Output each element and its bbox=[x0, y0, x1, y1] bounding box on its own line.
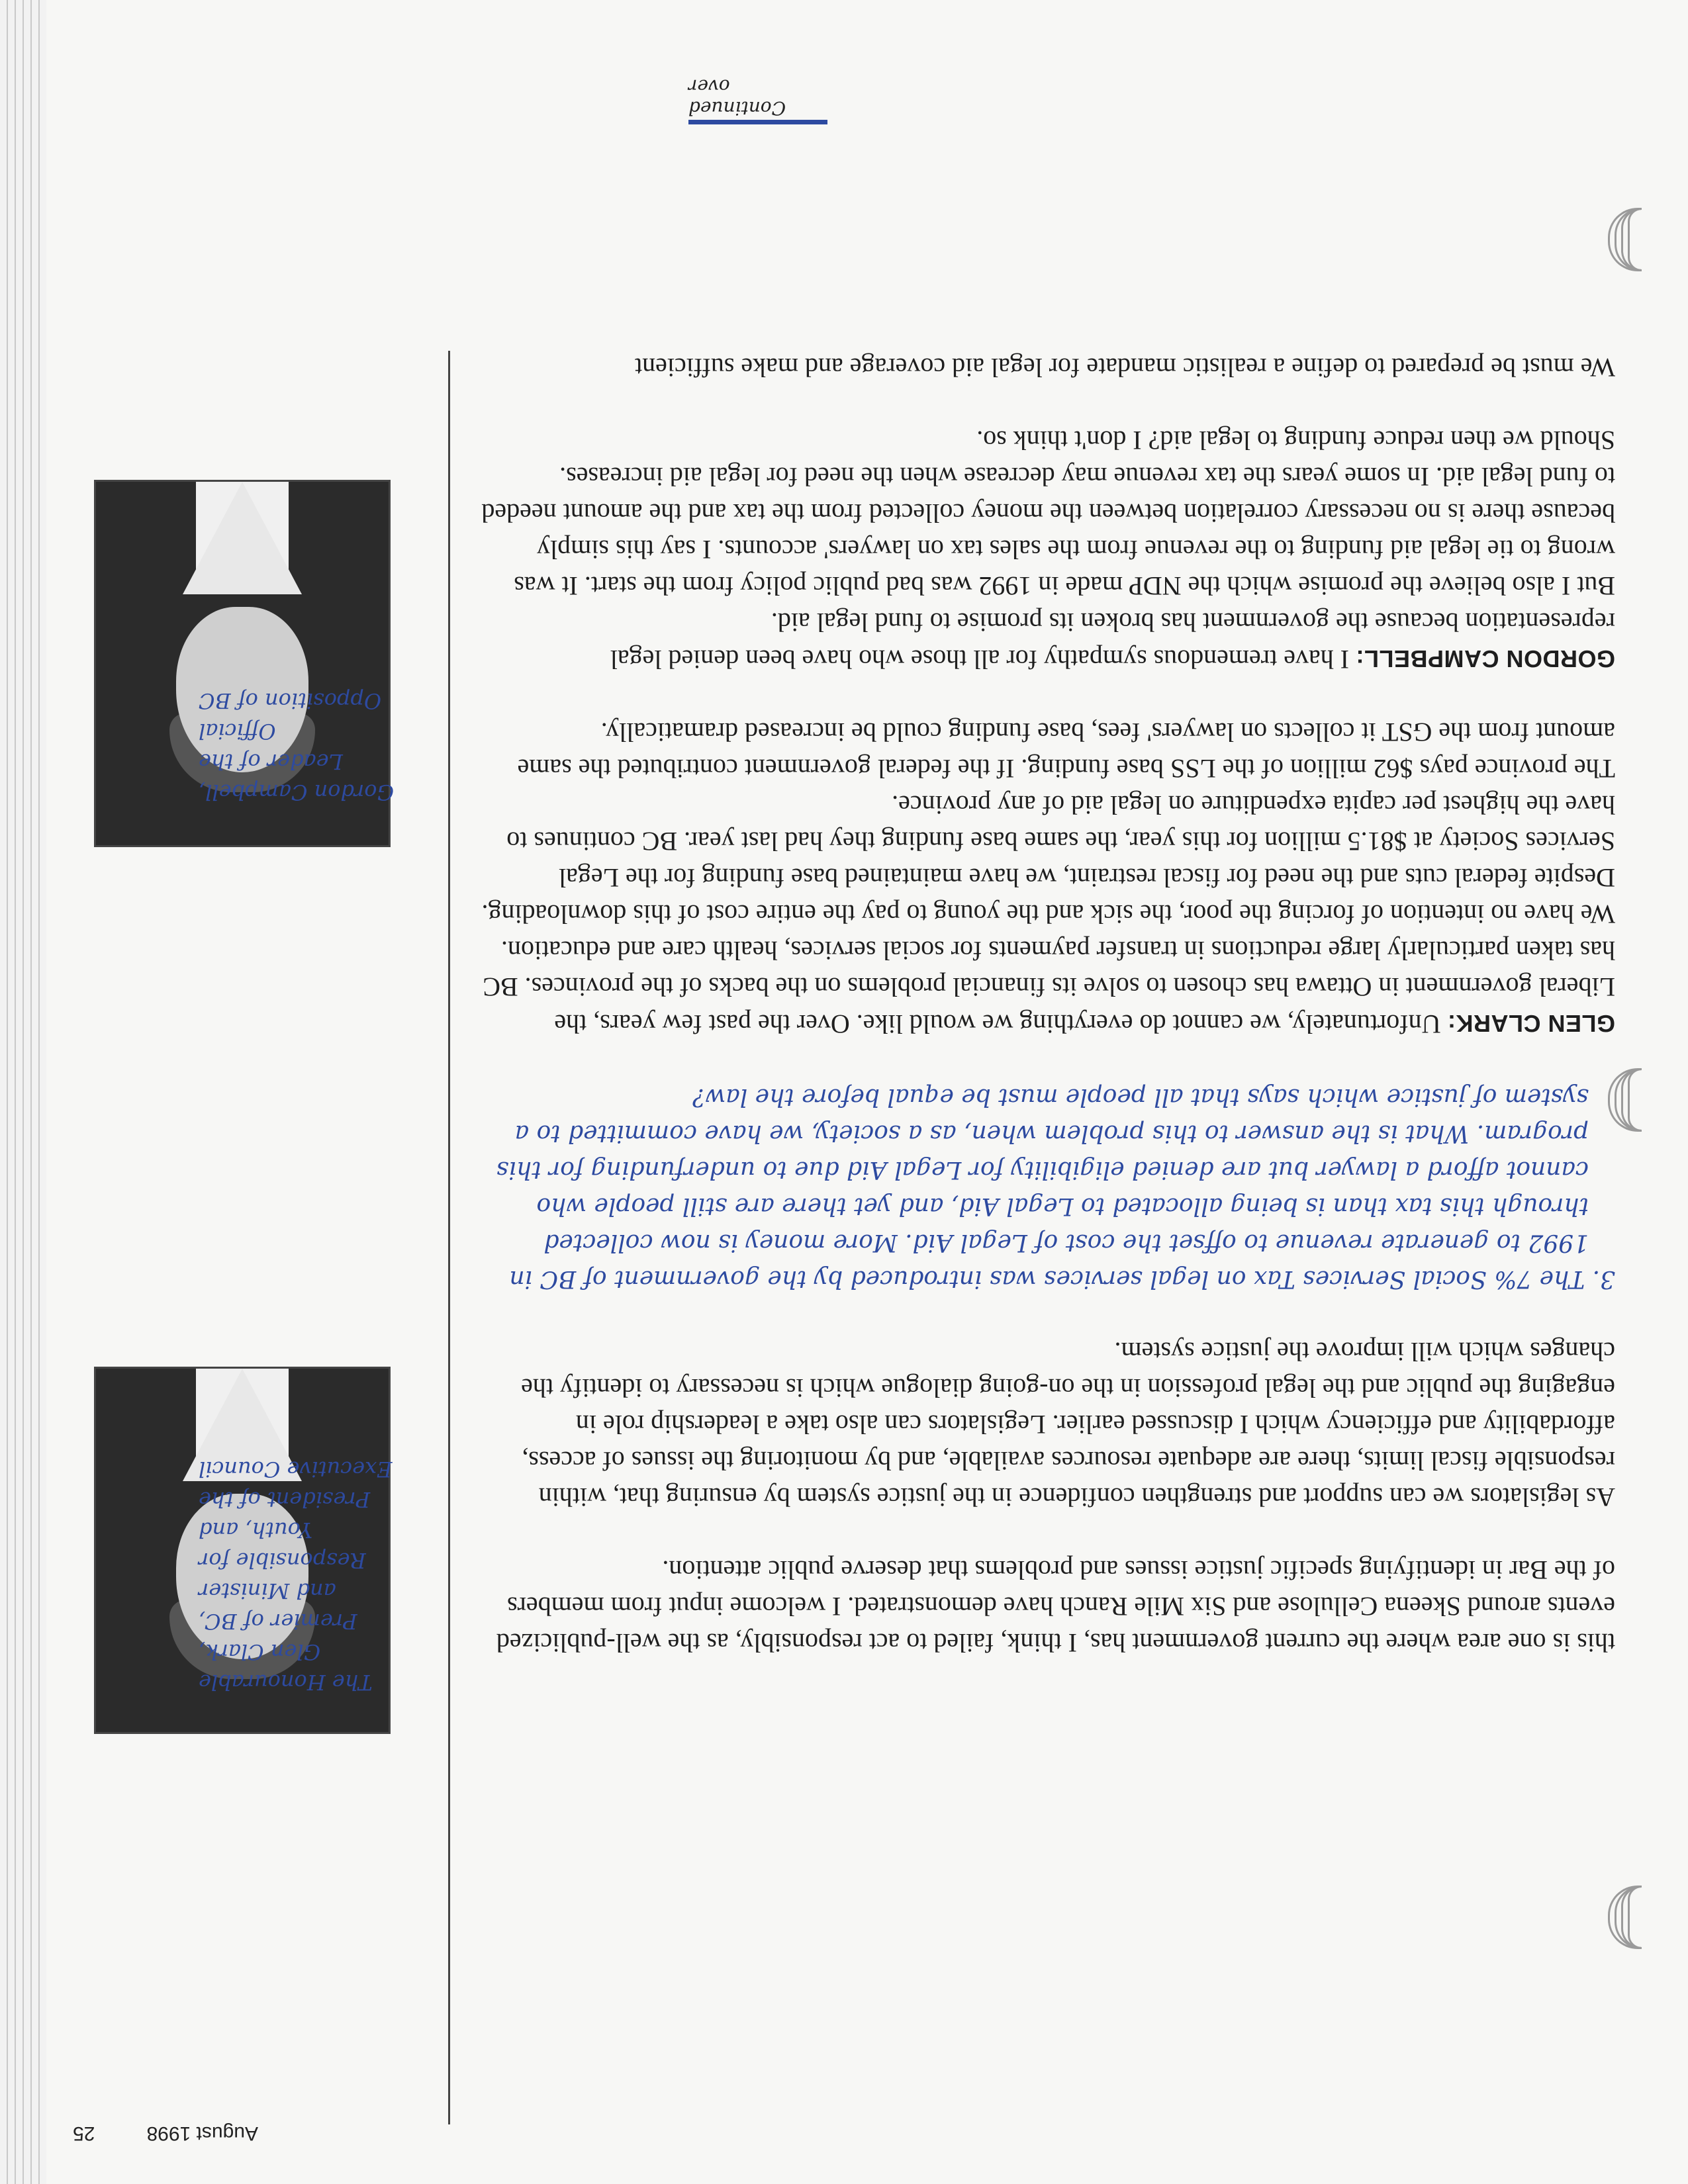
answer-gordon-campbell bbox=[480, 604, 1615, 678]
continued-bar bbox=[688, 120, 827, 124]
paragraph: As legislators we can support and strengthen confidence in the justice system by ensuring that, within responsible fiscal limits, there are adequate resources available, and by monitoring the issues of access, affordability and efficiency which I discussed earlier. Legislators can also take a leadership role in engaging the public and the legal profession in the on-going dialogue which is necessary to identify the changes which will improve the justice system. bbox=[521, 1337, 1615, 1512]
paragraph: But I also believe the promise which the NDP made in 1992 was bad public policy from the start. It was wrong to tie legal aid funding to the revenue from the sales tax on lawyers' accounts. I say this simply because there is no necessary correlation between the money collected from the tax and the amount needed to fund legal aid. In some years the tax revenue may decrease when the need for legal aid increases. Should we then reduce funding to legal aid? I don't think so. bbox=[481, 426, 1615, 601]
issue-date: August 1998 bbox=[146, 2122, 258, 2144]
binder-hole-icon bbox=[1602, 212, 1642, 271]
paragraph: this is one area where the current government has, I think, failed to act responsibly, as the well-publicized events around Skeena Cellulose and Six Mile Ranch have demonstrated. I welcome input from members of the Bar in identifying specific justice issues and problems that deserve public attention. bbox=[496, 1555, 1615, 1658]
answer-text: Unfortunately, we cannot do everything we would like. Over the past few years, the Liberal government in Ottawa has chosen to solve its financial problems on the backs of the provinces. BC has taken particularly large reductions in transfer payments for social services, health care and education. We have no intention of forcing the poor, the sick and the young to pay the entire cost of this downloading. Despite federal cuts and the need for fiscal restraint, we have maintained base funding for the Legal Services Society at $81.5 million for this year, the same base funding they had last year. BC continues to have the highest per capita expenditure on legal aid of any province. bbox=[481, 790, 1615, 1039]
caption-gordon-campbell: Gordon Campbell, Leader of the Official Opposition of BC bbox=[199, 688, 395, 805]
speaker-label: GLEN CLARK: bbox=[1447, 1010, 1615, 1037]
page-edges bbox=[0, 0, 46, 2184]
article-body bbox=[480, 313, 1615, 1661]
answer-text: I have tremendous sympathy for all those who have been denied legal representation because the government has broken its promise to fund legal aid. bbox=[610, 608, 1615, 674]
speaker-label: GORDON CAMPBELL: bbox=[1356, 645, 1615, 672]
paragraph: We must be prepared to define a realistic mandate for legal aid coverage and make sufficient bbox=[635, 353, 1615, 383]
column-divider bbox=[448, 351, 450, 2124]
paragraph: The province pays $62 million of the LSS base funding. If the federal government contributed the same amount from the GST it collects on lawyers' fees, base funding could be increased dramatically. bbox=[517, 717, 1615, 784]
page-number: 25 bbox=[73, 2122, 95, 2144]
caption-glen-clark: The Honourable Glen Clark, Premier of BC, and Minister Responsible for Youth, and President of the Executive Council bbox=[199, 1457, 393, 1695]
page-header bbox=[73, 2111, 258, 2151]
answer-glen-clark bbox=[480, 787, 1615, 1042]
continued-over: Continued over bbox=[688, 75, 786, 119]
question-3: 3. The 7% Social Services Tax on legal services was introduced by the government of BC in 1992 to generate revenue to offset the cost of Legal Aid. More money is now collected through this tax than is being allocated to Legal Aid, and yet there are still people who cannot afford a lawyer but are denied eligibility for Legal Aid due to underfunding for this program. What is the answer to this problem when, as a society, we have committed to a system of justice which says that all people must be equal before the law? bbox=[496, 1083, 1615, 1293]
binder-hole-icon bbox=[1602, 1889, 1642, 1949]
